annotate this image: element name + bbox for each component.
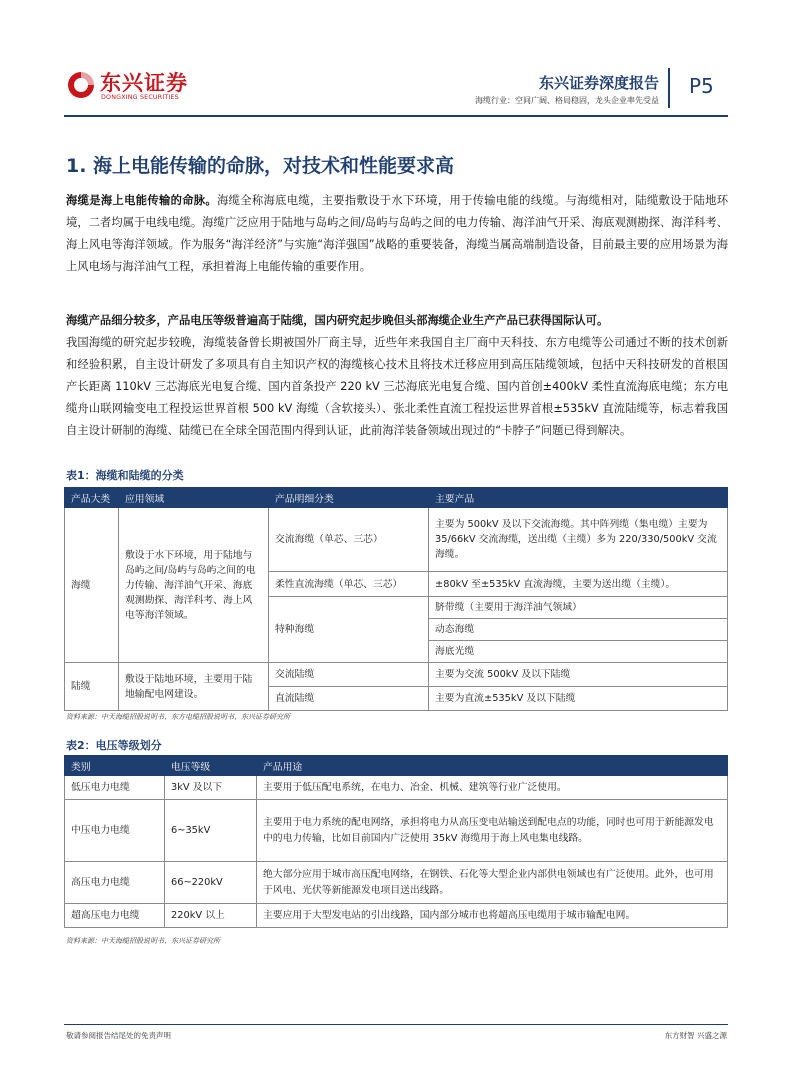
subcategory-cell: 交流陆缆 bbox=[269, 663, 429, 687]
table1-header-cell: 产品明细分类 bbox=[269, 488, 429, 508]
voltage-table bbox=[64, 755, 728, 928]
category-cell: 陆缆 bbox=[65, 663, 119, 711]
table2-source: 资料来源：中天海缆招股说明书、东兴证券研究所 bbox=[66, 937, 220, 945]
subcategory-cell: 柔性直流海缆（单芯、三芯） bbox=[269, 572, 429, 597]
type-cell: 低压电力电缆 bbox=[65, 776, 165, 800]
use-cell: 主要用于低压配电系统，在电力、冶金、机械、建筑等行业广泛使用。 bbox=[257, 776, 728, 800]
voltage-cell: 66~220kV bbox=[165, 862, 257, 904]
product-cell: 海底光缆 bbox=[429, 641, 728, 663]
table2-title: 表2：电压等级划分 bbox=[66, 739, 162, 752]
subcategory-cell: 特种海缆 bbox=[269, 597, 429, 663]
type-cell: 超高压电力电缆 bbox=[65, 904, 165, 928]
product-cell: ±80kV 至±535kV 直流海缆，主要为送出缆（主缆）。 bbox=[429, 572, 728, 597]
footer-rule bbox=[64, 1024, 728, 1025]
table-row bbox=[65, 862, 728, 904]
subcategory-cell: 直流陆缆 bbox=[269, 687, 429, 711]
header-divider bbox=[668, 68, 670, 108]
use-cell: 主要用于电力系统的配电网络，承担将电力从高压变电站输送到配电点的功能，同时也可用于新能源发电中的电力传输，比如目前国内广泛使用 35kV 海缆用于海上风电集电线路。 bbox=[257, 800, 728, 862]
table2-header-cell: 产品用途 bbox=[257, 756, 728, 776]
table-row bbox=[65, 508, 728, 572]
footer-slogan: 东方财智 兴盛之源 bbox=[664, 1031, 727, 1040]
product-cell: 主要为 500kV 及以下交流海缆。其中阵列缆（集电缆）主要为 35/66kV 交流海缆，送出缆（主缆）多为 220/330/500kV 交流海缆。 bbox=[429, 508, 728, 572]
section-title: 1. 海上电能传输的命脉，对技术和性能要求高 bbox=[66, 155, 455, 177]
paragraph-1-body: 海缆全称海底电缆，主要指敷设于水下环境，用于传输电能的线缆。与海缆相对，陆缆敷设于陆地环境，二者均属于电线电缆。海缆广泛应用于陆地与岛屿之间/岛屿与岛屿之间的电力传输、海洋油气开采、海底观测勘探、海洋科考、海上风电等海洋领域。作为服务“海洋经济”与实施“海洋强国”战略的重要装备，海缆当属高端制造设备，目前最主要的应用场景为海上风电场与海洋油气工程，承担着海上电能传输的重要作用。 bbox=[66, 194, 728, 273]
subcategory-cell: 交流海缆（单芯、三芯） bbox=[269, 508, 429, 572]
type-cell: 中压电力电缆 bbox=[65, 800, 165, 862]
table1-title: 表1：海缆和陆缆的分类 bbox=[66, 469, 184, 482]
application-cell: 敷设于水下环境，用于陆地与岛屿之间/岛屿与岛屿之间的电力传输、海洋油气开采、海底观测勘探、海洋科考、海上风电等海洋领域。 bbox=[119, 508, 269, 663]
paragraph-1 bbox=[66, 190, 728, 278]
table-row bbox=[65, 800, 728, 862]
table1-header-cell: 主要产品 bbox=[429, 488, 728, 508]
header-rule bbox=[64, 115, 728, 117]
logo-text: 东兴证券 bbox=[100, 71, 188, 95]
table1-source: 资料来源：中天海缆招股说明书、东方电缆招股说明书、东兴证券研究所 bbox=[66, 713, 290, 721]
table-row bbox=[65, 776, 728, 800]
footer-disclaimer: 敬请参阅报告结尾处的免责声明 bbox=[66, 1031, 171, 1040]
product-cell: 主要为交流 500kV 及以下陆缆 bbox=[429, 663, 728, 687]
report-title: 东兴证券深度报告 bbox=[538, 74, 659, 92]
paragraph-1-lead: 海缆是海上电能传输的命脉。 bbox=[66, 194, 218, 207]
application-cell: 敷设于陆地环境，主要用于陆地输配电网建设。 bbox=[119, 663, 269, 711]
classification-table bbox=[64, 487, 728, 711]
report-subtitle: 海缆行业：空间广阔、格局稳固，龙头企业率先受益 bbox=[475, 96, 659, 105]
voltage-cell: 6~35kV bbox=[165, 800, 257, 862]
category-cell: 海缆 bbox=[65, 508, 119, 663]
table-row bbox=[65, 663, 728, 687]
voltage-cell: 220kV 以上 bbox=[165, 904, 257, 928]
product-cell: 脐带缆（主要用于海洋油气领域） bbox=[429, 597, 728, 619]
table2-header-cell: 电压等级 bbox=[165, 756, 257, 776]
use-cell: 绝大部分应用于城市高压配电网络，在钢铁、石化等大型企业内部供电领域也有广泛使用。此外，也可用于风电、光伏等新能源发电项目送出线路。 bbox=[257, 862, 728, 904]
table1-header-row bbox=[65, 488, 728, 508]
table2-header-row bbox=[65, 756, 728, 776]
paragraph-2-body: 我国海缆的研究起步较晚，海缆装备曾长期被国外厂商主导，近些年来我国自主厂商中天科技、东方电缆等公司通过不断的技术创新和经验积累，自主设计研发了多项具有自主知识产权的海缆核心技术且将技术迁移应用到高压陆缆领域，包括中天科技研发的首根国产长距离 110kV 三芯海底光电复合缆、国内首条投产 220 kV 三芯海底光电复合缆、国内首创±400kV 柔性直流海底电缆；东方电缆舟山联网输变电工程投运世界首根 500 kV 海缆（含软接头）、张北柔性直流工程投运世界首根±535kV 直流陆缆等，标志着我国自主设计研制的海缆、陆缆已在全球全国范围内得到认证，此前海洋装备领域出现过的“卡脖子”问题已得到解决。 bbox=[66, 336, 728, 437]
product-cell: 动态海缆 bbox=[429, 619, 728, 641]
table-row bbox=[65, 904, 728, 928]
page-number: P5 bbox=[689, 74, 714, 98]
table2-header-cell: 类别 bbox=[65, 756, 165, 776]
logo-icon bbox=[66, 70, 96, 100]
table1-header-cell: 应用领域 bbox=[119, 488, 269, 508]
paragraph-2-lead: 海缆产品细分较多，产品电压等级普遍高于陆缆，国内研究起步晚但头部海缆企业生产产品已获得国际认可。 bbox=[66, 314, 609, 327]
product-cell: 主要为直流±535kV 及以下陆缆 bbox=[429, 687, 728, 711]
voltage-cell: 3kV 及以下 bbox=[165, 776, 257, 800]
table1-header-cell: 产品大类 bbox=[65, 488, 119, 508]
logo-subtext: DONGXING SECURITIES bbox=[101, 94, 179, 101]
type-cell: 高压电力电缆 bbox=[65, 862, 165, 904]
use-cell: 主要应用于大型发电站的引出线路，国内部分城市也将超高压电缆用于城市输配电网。 bbox=[257, 904, 728, 928]
